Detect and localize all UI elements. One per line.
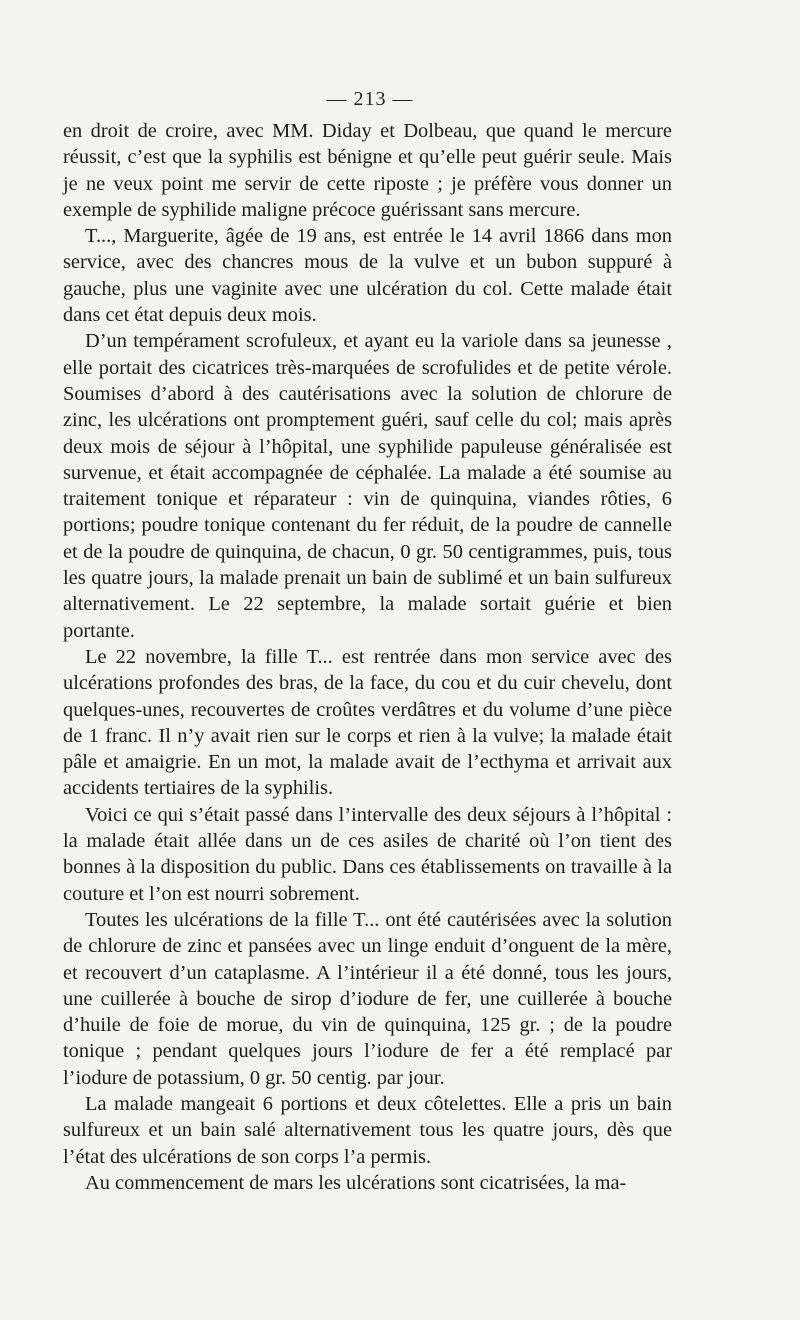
paragraph-continuation: en droit de croire, avec MM. Diday et Dolbeau, que quand le mercure réussit, c’est que la syphilis est bénigne et qu’elle peut guérir seule. Mais je ne veux point me servir de cette riposte ; je préfère vous donner un exemple de syphilide maligne précoce guérissant sans mercure.: [63, 120, 672, 221]
paragraph-diet: La malade mangeait 6 portions et deux côtelettes. Elle a pris un bain sulfureux et un bain salé alternativement tous les quatre jours, dès que l’état des ulcérations de son corps l’a permis.: [63, 1092, 672, 1168]
paragraph-readmission: Le 22 novembre, la fille T... est rentrée dans mon service avec des ulcérations profondes des bras, de la face, du cou et du cuir chevelu, dont quelques-unes, recouvertes de croûtes verdâtres et du volume d’une pièce de 1 franc. Il n’y avait rien sur le corps et rien à la vulve; la malade était pâle et amaigrie. En un mot, la malade avait de l’ecthyma et arrivait aux accidents tertiaires de la syphilis.: [63, 645, 672, 800]
paragraph-march: Au commencement de mars les ulcérations sont cicatrisées, la ma-: [85, 1171, 627, 1194]
body-text: [63, 118, 672, 1196]
page-number: — 213 —: [326, 88, 414, 110]
paragraph-case-admission: T..., Marguerite, âgée de 19 ans, est entrée le 14 avril 1866 dans mon service, avec des chancres mous de la vulve et un bubon suppuré à gauche, plus une vaginite avec une ulcération du col. Cette malade était dans cet état depuis deux mois.: [63, 225, 672, 327]
paragraph-first-treatment: D’un tempérament scrofuleux, et ayant eu la variole dans sa jeunesse , elle portait des cicatrices très-marquées de scrofulides et de petite vérole. Soumises d’abord à des cautérisations avec la solution de chlorure de zinc, les ulcérations ont promptement guéri, sauf celle du col; mais après deux mois de séjour à l’hôpital, une syphilide papuleuse généralisée est survenue, et était accompagnée de céphalée. La malade a été soumise au traitement tonique et réparateur : vin de quinquina, viandes rôties, 6 portions; poudre tonique contenant du fer réduit, de la poudre de cannelle et de la poudre de quinquina, de chacun, 0 gr. 50 centigrammes, puis, tous les quatre jours, la malade prenait un bain de sublimé et un bain sulfureux alternativement. Le 22 septembre, la malade sortait guérie et bien portante.: [63, 330, 672, 642]
paragraph-second-treatment: Toutes les ulcérations de la fille T... ont été cautérisées avec la solution de chlorure de zinc et pansées avec un linge enduit d’onguent de la mère, et recouvert d’un cataplasme. A l’intérieur il a été donné, tous les jours, une cuillerée à bouche de sirop d’iodure de fer, une cuillerée à bouche d’huile de foie de morue, du vin de quinquina, 125 gr. ; de la poudre tonique ; pendant quelques jours l’iodure de fer a été remplacé par l’iodure de potassium, 0 gr. 50 centig. par jour.: [63, 908, 672, 1089]
paragraph-interval: Voici ce qui s’était passé dans l’intervalle des deux séjours à l’hôpital : la malade était allée dans un de ces asiles de charité où l’on tient des bonnes à la disposition du public. Dans ces établissements on travaille à la couture et l’on est nourri sobrement.: [63, 803, 672, 905]
